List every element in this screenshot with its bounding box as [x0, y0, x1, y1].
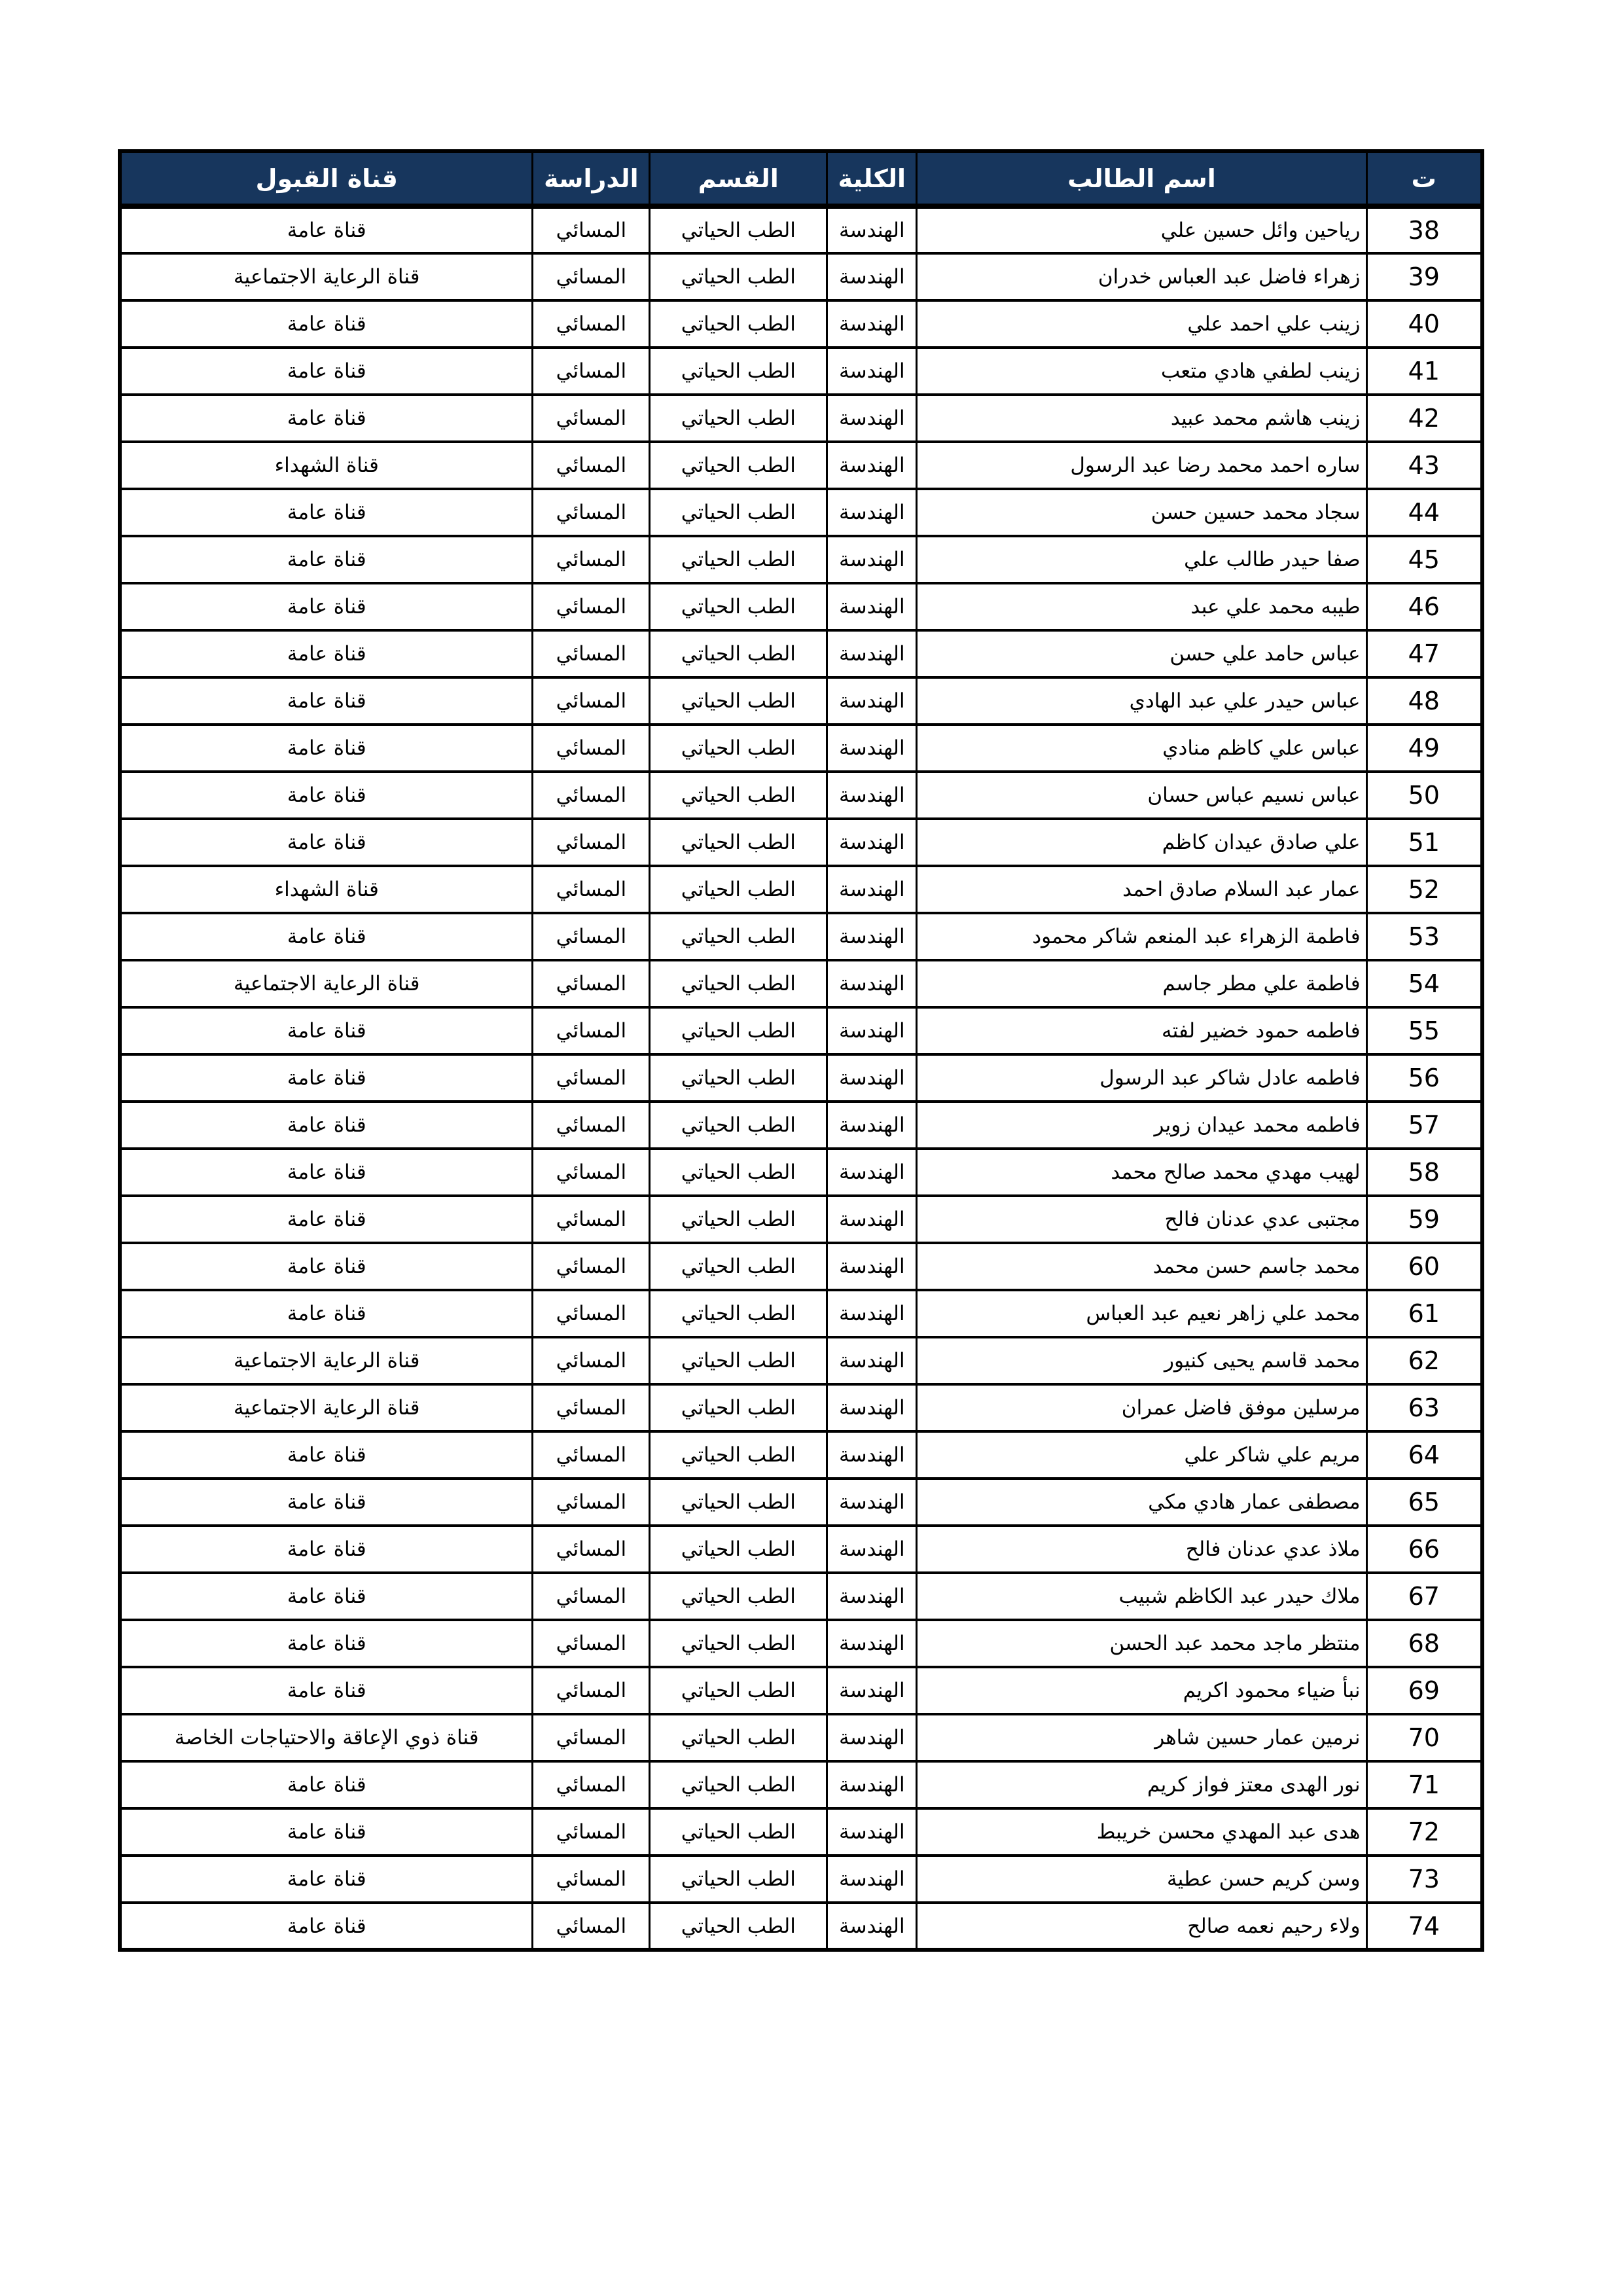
admission-channel-cell: قناة عامة	[120, 1808, 533, 1856]
college-cell: الهندسة	[827, 300, 917, 348]
department-cell: الطب الحياتي	[650, 819, 827, 866]
study-type-cell: المسائي	[533, 866, 650, 913]
row-number-cell: 66	[1366, 1526, 1482, 1573]
row-number-cell: 57	[1366, 1102, 1482, 1149]
table-row	[120, 1479, 1482, 1526]
department-cell: الطب الحياتي	[650, 866, 827, 913]
table-row	[120, 866, 1482, 913]
department-cell: الطب الحياتي	[650, 1856, 827, 1903]
student-name-cell: فاطمة علي مطر جاسم	[917, 960, 1366, 1007]
row-number-cell: 53	[1366, 913, 1482, 960]
admission-channel-cell: قناة عامة	[120, 395, 533, 442]
table-row	[120, 1573, 1482, 1620]
study-type-cell: المسائي	[533, 1007, 650, 1054]
student-name-cell: منتظر ماجد محمد عبد الحسن	[917, 1620, 1366, 1667]
row-number-cell: 51	[1366, 819, 1482, 866]
admission-channel-cell: قناة عامة	[120, 1102, 533, 1149]
study-type-cell: المسائي	[533, 1808, 650, 1856]
table-row	[120, 913, 1482, 960]
student-name-cell: صفا حيدر طالب علي	[917, 536, 1366, 583]
admission-channel-cell: قناة عامة	[120, 1149, 533, 1196]
department-cell: الطب الحياتي	[650, 677, 827, 725]
header-student-name: اسم الطالب	[917, 151, 1366, 206]
study-type-cell: المسائي	[533, 1526, 650, 1573]
study-type-cell: المسائي	[533, 348, 650, 395]
row-number-cell: 67	[1366, 1573, 1482, 1620]
department-cell: الطب الحياتي	[650, 1290, 827, 1337]
study-type-cell: المسائي	[533, 300, 650, 348]
admission-channel-cell: قناة ذوي الإعاقة والاحتياجات الخاصة	[120, 1714, 533, 1761]
department-cell: الطب الحياتي	[650, 1102, 827, 1149]
row-number-cell: 39	[1366, 253, 1482, 300]
department-cell: الطب الحياتي	[650, 1808, 827, 1856]
study-type-cell: المسائي	[533, 960, 650, 1007]
admission-channel-cell: قناة عامة	[120, 206, 533, 253]
row-number-cell: 69	[1366, 1667, 1482, 1714]
college-cell: الهندسة	[827, 1243, 917, 1290]
student-name-cell: طيبه محمد علي عبد	[917, 583, 1366, 630]
study-type-cell: المسائي	[533, 1620, 650, 1667]
student-name-cell: عمار عبد السلام صادق احمد	[917, 866, 1366, 913]
study-type-cell: المسائي	[533, 1573, 650, 1620]
student-name-cell: مصطفى عمار هادي مكي	[917, 1479, 1366, 1526]
row-number-cell: 58	[1366, 1149, 1482, 1196]
college-cell: الهندسة	[827, 1102, 917, 1149]
college-cell: الهندسة	[827, 725, 917, 772]
department-cell: الطب الحياتي	[650, 206, 827, 253]
table-row	[120, 1431, 1482, 1479]
table-row	[120, 1290, 1482, 1337]
table-row	[120, 1526, 1482, 1573]
admission-channel-cell: قناة الرعاية الاجتماعية	[120, 1384, 533, 1431]
student-name-cell: ولاء رحيم نعمه صالح	[917, 1903, 1366, 1950]
table-body	[120, 206, 1482, 1950]
college-cell: الهندسة	[827, 536, 917, 583]
admission-channel-cell: قناة عامة	[120, 1196, 533, 1243]
study-type-cell: المسائي	[533, 1714, 650, 1761]
header-admission-channel: قناة القبول	[120, 151, 533, 206]
student-name-cell: عباس نسيم عباس حسان	[917, 772, 1366, 819]
row-number-cell: 59	[1366, 1196, 1482, 1243]
department-cell: الطب الحياتي	[650, 489, 827, 536]
row-number-cell: 73	[1366, 1856, 1482, 1903]
row-number-cell: 72	[1366, 1808, 1482, 1856]
table-row	[120, 960, 1482, 1007]
student-name-cell: نرمين عمار حسين شاهر	[917, 1714, 1366, 1761]
college-cell: الهندسة	[827, 489, 917, 536]
college-cell: الهندسة	[827, 1714, 917, 1761]
table-row	[120, 1384, 1482, 1431]
student-name-cell: زينب هاشم محمد عبيد	[917, 395, 1366, 442]
department-cell: الطب الحياتي	[650, 1431, 827, 1479]
college-cell: الهندسة	[827, 1007, 917, 1054]
department-cell: الطب الحياتي	[650, 960, 827, 1007]
row-number-cell: 64	[1366, 1431, 1482, 1479]
college-cell: الهندسة	[827, 1384, 917, 1431]
study-type-cell: المسائي	[533, 1384, 650, 1431]
college-cell: الهندسة	[827, 1290, 917, 1337]
college-cell: الهندسة	[827, 913, 917, 960]
row-number-cell: 56	[1366, 1054, 1482, 1102]
study-type-cell: المسائي	[533, 725, 650, 772]
college-cell: الهندسة	[827, 1667, 917, 1714]
student-name-cell: محمد علي زاهر نعيم عبد العباس	[917, 1290, 1366, 1337]
row-number-cell: 61	[1366, 1290, 1482, 1337]
row-number-cell: 45	[1366, 536, 1482, 583]
header-college: الكلية	[827, 151, 917, 206]
college-cell: الهندسة	[827, 1149, 917, 1196]
student-name-cell: عباس حيدر علي عبد الهادي	[917, 677, 1366, 725]
department-cell: الطب الحياتي	[650, 300, 827, 348]
admission-channel-cell: قناة عامة	[120, 1431, 533, 1479]
admission-channel-cell: قناة عامة	[120, 300, 533, 348]
table-row	[120, 1337, 1482, 1384]
college-cell: الهندسة	[827, 1620, 917, 1667]
admission-channel-cell: قناة عامة	[120, 1054, 533, 1102]
admission-channel-cell: قناة عامة	[120, 725, 533, 772]
header-number: ت	[1366, 151, 1482, 206]
admission-channel-cell: قناة عامة	[120, 1903, 533, 1950]
row-number-cell: 68	[1366, 1620, 1482, 1667]
admission-channel-cell: قناة عامة	[120, 630, 533, 677]
row-number-cell: 41	[1366, 348, 1482, 395]
admission-channel-cell: قناة عامة	[120, 1479, 533, 1526]
table-row	[120, 819, 1482, 866]
table-row	[120, 772, 1482, 819]
row-number-cell: 65	[1366, 1479, 1482, 1526]
student-name-cell: زينب علي احمد علي	[917, 300, 1366, 348]
college-cell: الهندسة	[827, 1054, 917, 1102]
study-type-cell: المسائي	[533, 772, 650, 819]
row-number-cell: 40	[1366, 300, 1482, 348]
admission-channel-cell: قناة عامة	[120, 348, 533, 395]
college-cell: الهندسة	[827, 1337, 917, 1384]
college-cell: الهندسة	[827, 1196, 917, 1243]
table-row	[120, 442, 1482, 489]
college-cell: الهندسة	[827, 1573, 917, 1620]
row-number-cell: 44	[1366, 489, 1482, 536]
table-row	[120, 1054, 1482, 1102]
table-row	[120, 536, 1482, 583]
row-number-cell: 38	[1366, 206, 1482, 253]
student-name-cell: هدى عبد المهدي محسن خريبط	[917, 1808, 1366, 1856]
department-cell: الطب الحياتي	[650, 348, 827, 395]
admission-channel-cell: قناة عامة	[120, 1761, 533, 1808]
admission-channel-cell: قناة عامة	[120, 1243, 533, 1290]
admission-channel-cell: قناة عامة	[120, 1526, 533, 1573]
student-name-cell: نور الهدى معتز فواز كريم	[917, 1761, 1366, 1808]
study-type-cell: المسائي	[533, 1243, 650, 1290]
study-type-cell: المسائي	[533, 1149, 650, 1196]
department-cell: الطب الحياتي	[650, 1526, 827, 1573]
department-cell: الطب الحياتي	[650, 1149, 827, 1196]
college-cell: الهندسة	[827, 1808, 917, 1856]
study-type-cell: المسائي	[533, 1667, 650, 1714]
admission-channel-cell: قناة عامة	[120, 1007, 533, 1054]
student-name-cell: نبأ ضياء محمود اكريم	[917, 1667, 1366, 1714]
student-name-cell: فاطمه حمود خضير لفته	[917, 1007, 1366, 1054]
department-cell: الطب الحياتي	[650, 1243, 827, 1290]
row-number-cell: 55	[1366, 1007, 1482, 1054]
study-type-cell: المسائي	[533, 395, 650, 442]
row-number-cell: 49	[1366, 725, 1482, 772]
table-row	[120, 1149, 1482, 1196]
student-name-cell: وسن كريم حسن عطية	[917, 1856, 1366, 1903]
department-cell: الطب الحياتي	[650, 442, 827, 489]
department-cell: الطب الحياتي	[650, 1714, 827, 1761]
department-cell: الطب الحياتي	[650, 1667, 827, 1714]
department-cell: الطب الحياتي	[650, 583, 827, 630]
student-name-cell: ملاذ عدي عدنان فالح	[917, 1526, 1366, 1573]
student-name-cell: علي صادق عيدان كاظم	[917, 819, 1366, 866]
study-type-cell: المسائي	[533, 442, 650, 489]
department-cell: الطب الحياتي	[650, 630, 827, 677]
header-study-type: الدراسة	[533, 151, 650, 206]
table-row	[120, 1761, 1482, 1808]
row-number-cell: 60	[1366, 1243, 1482, 1290]
department-cell: الطب الحياتي	[650, 1007, 827, 1054]
department-cell: الطب الحياتي	[650, 1196, 827, 1243]
study-type-cell: المسائي	[533, 1431, 650, 1479]
table-row	[120, 1808, 1482, 1856]
student-name-cell: عباس حامد علي حسن	[917, 630, 1366, 677]
table-row	[120, 630, 1482, 677]
study-type-cell: المسائي	[533, 1196, 650, 1243]
admission-channel-cell: قناة عامة	[120, 1290, 533, 1337]
table-row	[120, 1856, 1482, 1903]
study-type-cell: المسائي	[533, 1290, 650, 1337]
admission-channel-cell: قناة عامة	[120, 772, 533, 819]
college-cell: الهندسة	[827, 348, 917, 395]
admission-channel-cell: قناة عامة	[120, 583, 533, 630]
college-cell: الهندسة	[827, 772, 917, 819]
student-name-cell: عباس علي كاظم منادي	[917, 725, 1366, 772]
student-name-cell: مجتبى عدي عدنان فالح	[917, 1196, 1366, 1243]
department-cell: الطب الحياتي	[650, 913, 827, 960]
study-type-cell: المسائي	[533, 583, 650, 630]
table-row	[120, 1620, 1482, 1667]
row-number-cell: 48	[1366, 677, 1482, 725]
admission-channel-cell: قناة عامة	[120, 489, 533, 536]
admission-channel-cell: قناة الرعاية الاجتماعية	[120, 253, 533, 300]
table-row	[120, 1903, 1482, 1950]
college-cell: الهندسة	[827, 583, 917, 630]
department-cell: الطب الحياتي	[650, 395, 827, 442]
study-type-cell: المسائي	[533, 1102, 650, 1149]
student-name-cell: محمد جاسم حسن محمد	[917, 1243, 1366, 1290]
department-cell: الطب الحياتي	[650, 253, 827, 300]
admission-channel-cell: قناة الرعاية الاجتماعية	[120, 1337, 533, 1384]
department-cell: الطب الحياتي	[650, 1384, 827, 1431]
student-name-cell: زينب لطفي هادي متعب	[917, 348, 1366, 395]
table-row	[120, 1667, 1482, 1714]
row-number-cell: 52	[1366, 866, 1482, 913]
row-number-cell: 54	[1366, 960, 1482, 1007]
college-cell: الهندسة	[827, 677, 917, 725]
admission-channel-cell: قناة عامة	[120, 1856, 533, 1903]
student-name-cell: رياحين وائل حسين علي	[917, 206, 1366, 253]
student-name-cell: ملاك حيدر عبد الكاظم شبيب	[917, 1573, 1366, 1620]
table-row	[120, 1714, 1482, 1761]
row-number-cell: 42	[1366, 395, 1482, 442]
study-type-cell: المسائي	[533, 1761, 650, 1808]
college-cell: الهندسة	[827, 1431, 917, 1479]
row-number-cell: 50	[1366, 772, 1482, 819]
admission-channel-cell: قناة عامة	[120, 913, 533, 960]
admission-channel-cell: قناة عامة	[120, 677, 533, 725]
college-cell: الهندسة	[827, 1761, 917, 1808]
study-type-cell: المسائي	[533, 536, 650, 583]
table-row	[120, 583, 1482, 630]
table-row	[120, 1196, 1482, 1243]
study-type-cell: المسائي	[533, 913, 650, 960]
table-row	[120, 1007, 1482, 1054]
department-cell: الطب الحياتي	[650, 1620, 827, 1667]
student-name-cell: فاطمه عادل شاكر عبد الرسول	[917, 1054, 1366, 1102]
study-type-cell: المسائي	[533, 1337, 650, 1384]
college-cell: الهندسة	[827, 206, 917, 253]
department-cell: الطب الحياتي	[650, 1573, 827, 1620]
department-cell: الطب الحياتي	[650, 1903, 827, 1950]
college-cell: الهندسة	[827, 1903, 917, 1950]
admission-channel-cell: قناة عامة	[120, 1667, 533, 1714]
table-header	[120, 151, 1482, 206]
table-row	[120, 348, 1482, 395]
study-type-cell: المسائي	[533, 1479, 650, 1526]
admission-channel-cell: قناة الشهداء	[120, 866, 533, 913]
study-type-cell: المسائي	[533, 630, 650, 677]
admission-channel-cell: قناة عامة	[120, 536, 533, 583]
department-cell: الطب الحياتي	[650, 725, 827, 772]
college-cell: الهندسة	[827, 1526, 917, 1573]
table-header-row	[120, 151, 1482, 206]
student-name-cell: سجاد محمد حسين حسن	[917, 489, 1366, 536]
college-cell: الهندسة	[827, 819, 917, 866]
college-cell: الهندسة	[827, 253, 917, 300]
department-cell: الطب الحياتي	[650, 772, 827, 819]
study-type-cell: المسائي	[533, 677, 650, 725]
college-cell: الهندسة	[827, 960, 917, 1007]
student-admission-table	[118, 149, 1484, 1952]
student-name-cell: مرسلين موفق فاضل عمران	[917, 1384, 1366, 1431]
admission-channel-cell: قناة الرعاية الاجتماعية	[120, 960, 533, 1007]
table-row	[120, 395, 1482, 442]
college-cell: الهندسة	[827, 1856, 917, 1903]
row-number-cell: 47	[1366, 630, 1482, 677]
study-type-cell: المسائي	[533, 1903, 650, 1950]
student-name-cell: ساره احمد محمد رضا عبد الرسول	[917, 442, 1366, 489]
row-number-cell: 46	[1366, 583, 1482, 630]
table-row	[120, 725, 1482, 772]
table-row	[120, 1243, 1482, 1290]
student-name-cell: لهيب مهدي محمد صالح محمد	[917, 1149, 1366, 1196]
study-type-cell: المسائي	[533, 253, 650, 300]
department-cell: الطب الحياتي	[650, 1479, 827, 1526]
student-name-cell: فاطمه محمد عيدان زوير	[917, 1102, 1366, 1149]
department-cell: الطب الحياتي	[650, 1761, 827, 1808]
admission-channel-cell: قناة عامة	[120, 1573, 533, 1620]
row-number-cell: 71	[1366, 1761, 1482, 1808]
admission-channel-cell: قناة عامة	[120, 819, 533, 866]
table-row	[120, 300, 1482, 348]
row-number-cell: 43	[1366, 442, 1482, 489]
study-type-cell: المسائي	[533, 1856, 650, 1903]
department-cell: الطب الحياتي	[650, 536, 827, 583]
row-number-cell: 63	[1366, 1384, 1482, 1431]
table-row	[120, 489, 1482, 536]
row-number-cell: 62	[1366, 1337, 1482, 1384]
department-cell: الطب الحياتي	[650, 1337, 827, 1384]
student-name-cell: فاطمة الزهراء عبد المنعم شاكر محمود	[917, 913, 1366, 960]
table-row	[120, 1102, 1482, 1149]
study-type-cell: المسائي	[533, 206, 650, 253]
college-cell: الهندسة	[827, 442, 917, 489]
admission-channel-cell: قناة الشهداء	[120, 442, 533, 489]
college-cell: الهندسة	[827, 395, 917, 442]
college-cell: الهندسة	[827, 630, 917, 677]
row-number-cell: 70	[1366, 1714, 1482, 1761]
row-number-cell: 74	[1366, 1903, 1482, 1950]
study-type-cell: المسائي	[533, 489, 650, 536]
table-row	[120, 206, 1482, 253]
student-name-cell: مريم علي شاكر علي	[917, 1431, 1366, 1479]
study-type-cell: المسائي	[533, 1054, 650, 1102]
college-cell: الهندسة	[827, 866, 917, 913]
college-cell: الهندسة	[827, 1479, 917, 1526]
student-name-cell: محمد قاسم يحيى كنيور	[917, 1337, 1366, 1384]
study-type-cell: المسائي	[533, 819, 650, 866]
department-cell: الطب الحياتي	[650, 1054, 827, 1102]
admission-channel-cell: قناة عامة	[120, 1620, 533, 1667]
header-department: القسم	[650, 151, 827, 206]
table-row	[120, 253, 1482, 300]
table-row	[120, 677, 1482, 725]
student-name-cell: زهراء فاضل عبد العباس خدران	[917, 253, 1366, 300]
